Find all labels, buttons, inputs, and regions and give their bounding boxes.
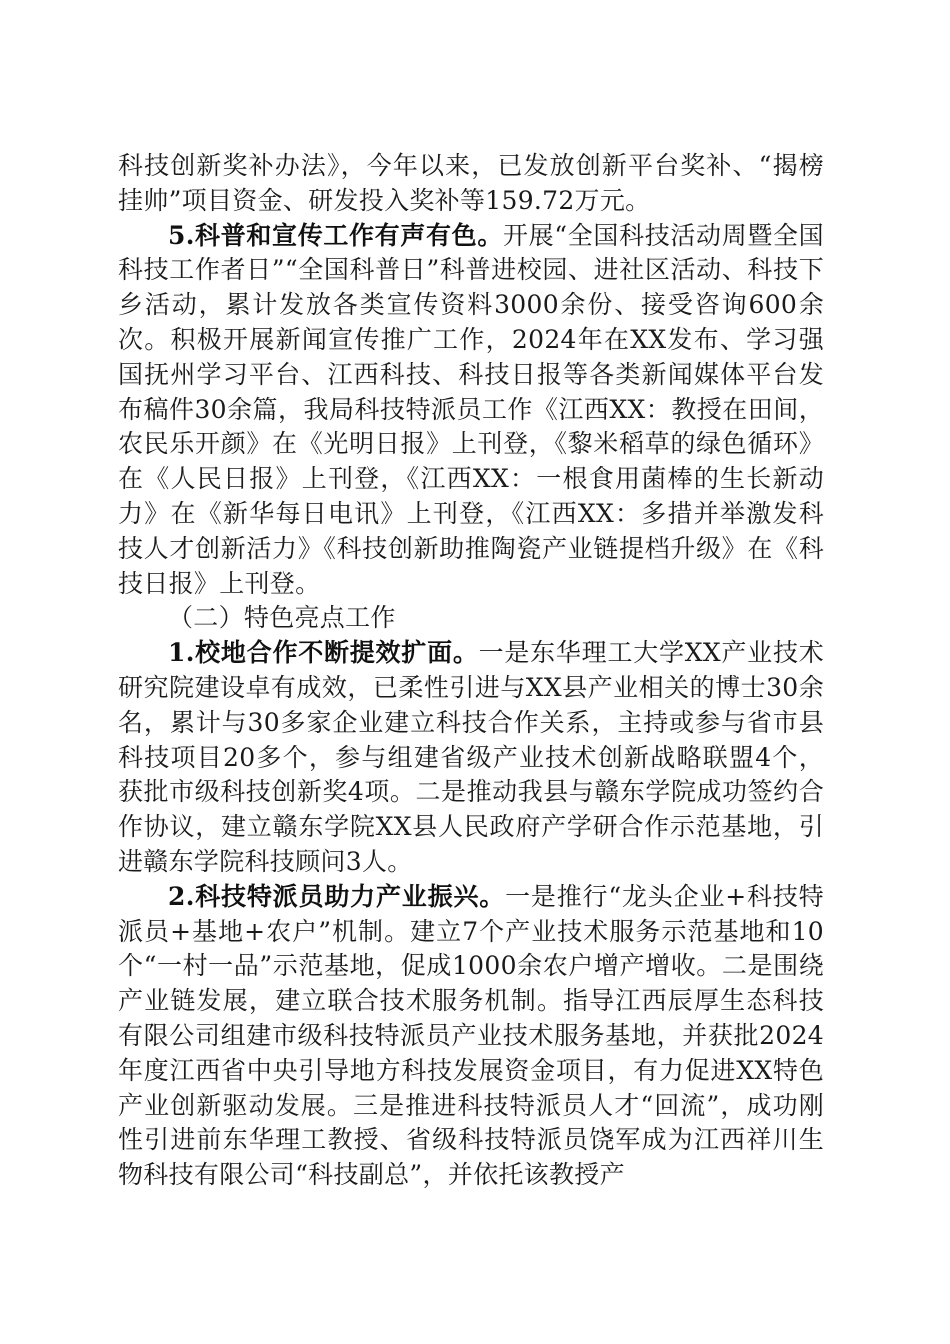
paragraph-text: 开展“全国科技活动周暨全国科技工作者日”“全国科普日”科普进校园、进社区活动、科技下乡活动，累计发放各类宣传资料3000余份、接受咨询600余次。积极开展新闻宣传推广工作，2024年在XX发布、学习强国抚州学习平台、江西科技、科技日报等各类新闻媒体平台发布稿件30余篇，我局科技特派员工作《江西XX：教授在田间，农民乐开颜》在《光明日报》上刊登，《黎米稻草的绿色循环》在《人民日报》上刊登，《江西XX：一根食用菌棒的生长新动力》在《新华每日电讯》上刊登，《江西XX：多措并举激发科技人才创新活力》《科技创新助推陶瓷产业链提档升级》在《科技日报》上刊登。 (118, 220, 824, 598)
section-subheading (118, 601, 824, 636)
subheading-text: （二）特色亮点工作 (168, 603, 396, 633)
document-body (118, 149, 824, 1193)
paragraph-tech-commissioner (118, 880, 824, 1193)
paragraph-heading: 5.科普和宣传工作有声有色。 (168, 220, 503, 250)
paragraph-science-popularization (118, 219, 824, 602)
paragraph-heading: 2.科技特派员助力产业振兴。 (168, 881, 506, 911)
paragraph-text: 一是推行“龙头企业+科技特派员+基地+农户”机制。建立7个产业技术服务示范基地和10个“一村一品”示范基地，促成1000余农户增产增收。二是围绕产业链发展，建立联合技术服务机制。指导江西辰厚生态科技有限公司组建市级科技特派员产业技术服务基地，并获批2024年度江西省中央引导地方科技发展资金项目，有力促进XX特色产业创新驱动发展。三是推进科技特派员人才“回流”，成功刚性引进前东华理工教授、省级科技特派员饶军成为江西祥川生物科技有限公司“科技副总”，并依托该教授产 (118, 881, 824, 1190)
paragraph-school-local-cooperation (118, 636, 824, 880)
paragraph-heading: 1.校地合作不断提效扩面。 (168, 638, 479, 668)
paragraph-continuation (118, 149, 824, 219)
paragraph-text: 一是东华理工大学XX产业技术研究院建设卓有成效，已柔性引进与XX县产业相关的博士30余名，累计与30多家企业建立科技合作关系，主持或参与省市县科技项目20多个，参与组建省级产业技术创新战略联盟4个，获批市级科技创新奖4项。二是推动我县与赣东学院成功签约合作协议，建立赣东学院XX县人民政府产学研合作示范基地，引进赣东学院科技顾问3人。 (118, 638, 825, 876)
paragraph-text: 科技创新奖补办法》，今年以来，已发放创新平台奖补、“揭榜挂帅”项目资金、研发投入奖补等159.72万元。 (118, 151, 824, 215)
